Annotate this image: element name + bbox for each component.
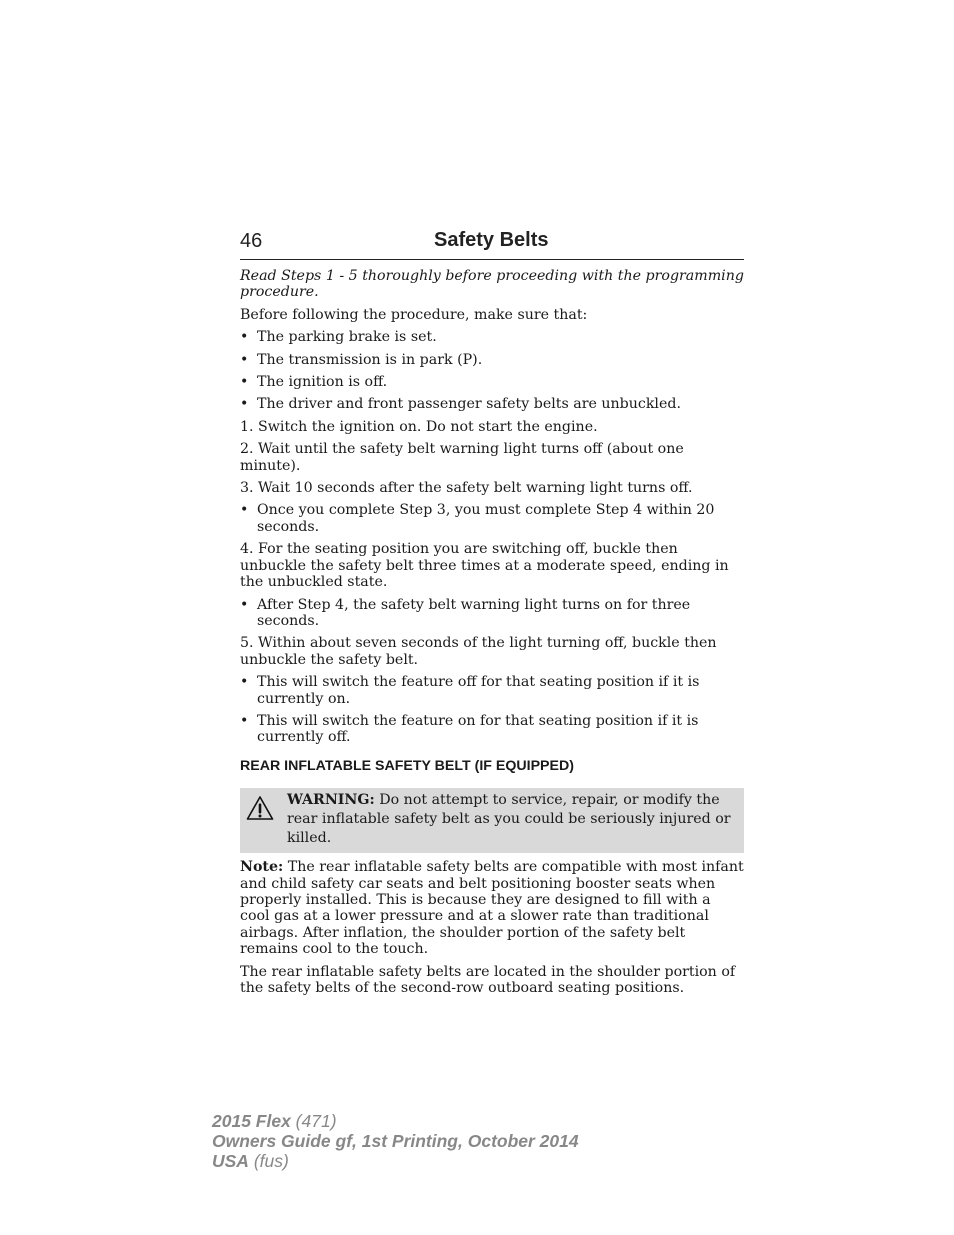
step-4: 4. For the seating position you are switching off, buckle then unbuckle the safety belt three times at a moderate speed, ending in the unbuckled state. [240, 541, 729, 591]
list-item-text: The driver and front passenger safety belts are unbuckled. [257, 396, 681, 413]
list-item [240, 396, 744, 412]
warning-box [240, 788, 744, 853]
list-item-text: Once you complete Step 3, you must complete Step 4 within 20 seconds. [257, 502, 715, 535]
step-3: 3. Wait 10 seconds after the safety belt warning light turns off. [240, 480, 693, 497]
page-number: 46 [240, 230, 263, 252]
warning-text: Do not attempt to service, repair, or modify the rear inflatable safety belt as you could be seriously injured or killed. [287, 792, 731, 847]
step-1: 1. Switch the ignition on. Do not start the engine. [240, 418, 598, 435]
warning-triangle-icon [246, 795, 274, 821]
step-5: 5. Within about seven seconds of the light turning off, buckle then unbuckle the safety belt. [240, 635, 717, 668]
list-item-text: This will switch the feature on for that seating position if it is currently off. [257, 712, 699, 746]
note-paragraph [240, 859, 744, 957]
footer-line-region [212, 1151, 579, 1171]
warning-label: WARNING: [287, 792, 375, 809]
bullet-marker: • [240, 674, 249, 691]
page-footer [212, 1111, 579, 1171]
list-item-text: This will switch the feature off for that seating position if it is currently on. [257, 674, 700, 707]
section-title: Safety Belts [434, 229, 549, 251]
list-item [240, 374, 744, 390]
page-content [240, 268, 744, 1002]
note-label: Note: [240, 859, 284, 876]
list-item [240, 352, 744, 368]
intro-paragraph: Read Steps 1 - 5 thoroughly before proceeding with the programming procedure. [240, 268, 744, 301]
footer-region-code: (fus) [248, 1151, 289, 1171]
list-item [240, 502, 744, 535]
list-item [240, 674, 744, 707]
footer-model-code: (471) [290, 1111, 337, 1131]
footer-model: 2015 Flex [212, 1111, 291, 1131]
footer-region: USA [212, 1151, 249, 1171]
footer-guide: Owners Guide gf, 1st Printing, October 2014 [212, 1131, 579, 1151]
list-item-text: After Step 4, the safety belt warning light turns on for three seconds. [257, 596, 691, 629]
list-item [240, 713, 744, 746]
before-paragraph: Before following the procedure, make sure that: [240, 306, 588, 323]
bullet-marker: • [240, 596, 249, 613]
bullet-marker: • [240, 712, 249, 729]
subheading: REAR INFLATABLE SAFETY BELT (IF EQUIPPED) [240, 757, 574, 774]
bullet-marker: • [240, 374, 249, 391]
bullet-marker: • [240, 502, 249, 519]
step-2: 2. Wait until the safety belt warning light turns off (about one minute). [240, 441, 684, 474]
bullet-marker: • [240, 396, 249, 413]
list-item-text: The ignition is off. [257, 374, 388, 391]
list-item [240, 329, 744, 345]
bullet-marker: • [240, 351, 249, 368]
list-item-text: The transmission is in park (P). [257, 351, 483, 368]
note-text: The rear inflatable safety belts are compatible with most infant and child safety car seats and belt positioning booster seats when properly installed. This is because they are designed to fill with a cool gas at a lower pressure and at a slower rate than traditional airbags. After inflation, the shoulder portion of the safety belt remains cool to the touch. [240, 859, 744, 958]
final-paragraph: The rear inflatable safety belts are located in the shoulder portion of the safety belts of the second-row outboard seating positions. [240, 963, 736, 996]
list-item-text: The parking brake is set. [257, 329, 437, 346]
page-header [240, 228, 744, 260]
list-item [240, 597, 744, 630]
footer-line-model [212, 1111, 579, 1131]
bullet-marker: • [240, 329, 249, 346]
